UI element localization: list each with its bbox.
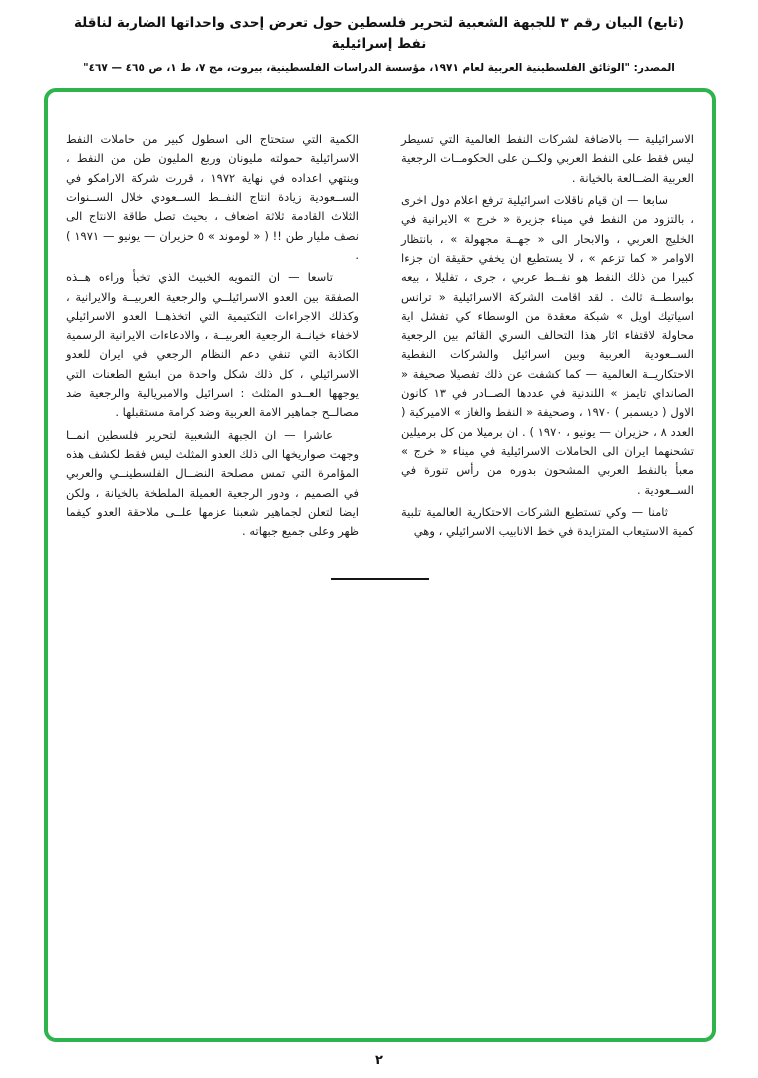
paragraph: تاسعا — ان التمويه الخبيث الذي تخبأ وراءه هــذه الصفقة بين العدو الاسرائيلــي والرجعية العربيــة والايرانية ، وكذلك الاجراءات التكتيمية التي اتخذهــا العدو الاسرائيلي لاخفاء خيانــة الرجعية العربيــة ، والادعاءات الايرانية الرسمية الكاذبة التي تنفي دعم النظام الرجعي في ايران للعدو الاسرائيلي ، كل ذلك شكل واحدة من ابشع الطعنات التي يوجهها العــدو المثلث : اسرائيل والامبريالية والرجعية ضد مصالــح جماهير الامة العربية وضد كرامة مستقبلها . (66, 270, 359, 420)
document-header (0, 0, 758, 74)
paragraph: سابعا — ان قيام ناقلات اسرائيلية ترفع اعلام دول اخرى ، بالتزود من النفط في ميناء جزيرة « خرج » الايرانية في الخليج العربي ، والابحار الى « جهــة مجهولة » ، بانتظار الاوامر « كما تزعم » ، لا يستطيع ان يخفي حقيقة ان جزءا كبيرا من ذلك النفط هو نفــط عربي ، جرى ، تفليلا ، بيعه بواسطــة ثالث . لقد اقامت الشركة الاسرائيلية « ترانس اسياتيك اويل » شبكة معقدة من الوسطاء كي تفشل اية محاولة لاقتفاء اثار هذا التحالف السري القائم بين الرجعية الســعودية العربية وبين اسرائيل والشركات النفطية الاحتكاريــة العالمية — كما كشفت عن ذلك تفصيلا صحيفة « الصانداي تايمز » اللندنية في عددها الصــادر في ١٣ كانون الاول ( ديسمبر ) ١٩٧٠ ، وصحيفة « النفط والغاز » الاميركية ( العدد ٨ ، حزيران — يونيو ، ١٩٧٠ ) . ان برميلا من كل برميلين تشحنهما ايران الى الحاملات الاسرائيلية في ميناء « خرج » معبأ بالنفط العربي المشحون بدوره من رأس تنورة في الســعودية . (401, 192, 695, 497)
paragraph: الاسرائيلية — بالاضافة لشركات النفط العالمية التي تسيطر ليس فقط على النفط العربي ولكــن على الحكومــات الرجعية العربية الضــالعة بالخيانة . (401, 132, 694, 185)
text-column-left (66, 130, 359, 542)
section-divider (331, 578, 429, 580)
paragraph: ثامنا — وكي تستطيع الشركات الاحتكارية العالمية تلبية كمية الاستيعاب المتزايدة في خط الانابيب الاسرائيلي ، وهي (401, 504, 694, 539)
content-frame (44, 88, 716, 1042)
page-number: ٢ (375, 1053, 383, 1068)
paragraph: الكمية التي ستحتاج الى اسطول كبير من حاملات النفط الاسرائيلية حمولته مليونان وربع المليون طن من النفط ، وينتهي اعداده في نهاية ١٩٧٢ ، قررت شركة الارامكو في الســعودية زيادة انتاج النفــط الســعودي خلال الســنوات الثلاث القادمة ثلاثة اضعاف ، بحيث تصل طاقة الانتاج الى نصف مليار طن !! ( « لوموند » ٥ حزيران — يونيو — ١٩٧١ ) . (66, 132, 360, 262)
paragraph: عاشرا — ان الجبهة الشعبية لتحرير فلسطين انمــا وجهت صواريخها الى ذلك العدو المثلث ليس فقط لكشف هذه المؤامرة التي تمس مصلحة النضــال الفلسطينــي والعربي في الصميم ، ودور الرجعية العميلة الملطخة بالخيانة ، ولكن ايضا لتعلن لجماهير شعبنا عزمها علــى ملاحقة العدو كيفما ظهر وعلى جميع جبهاته . (66, 427, 359, 539)
source-line: المصدر: "الوثائق الفلسطينية العربية لعام ١٩٧١، مؤسسة الدراسات الفلسطينية، بيروت، مج ٧، ط ١، ص ٤٦٥ — ٤٦٧" (83, 61, 675, 74)
text-column-right (401, 130, 694, 542)
document-title: (تابع) البيان رقم ٣ للجبهة الشعبية لتحرير فلسطين حول تعرض إحدى واحداتها الضاربة لناقلة نفط إسرائيلية (73, 15, 685, 52)
text-columns (66, 130, 694, 542)
